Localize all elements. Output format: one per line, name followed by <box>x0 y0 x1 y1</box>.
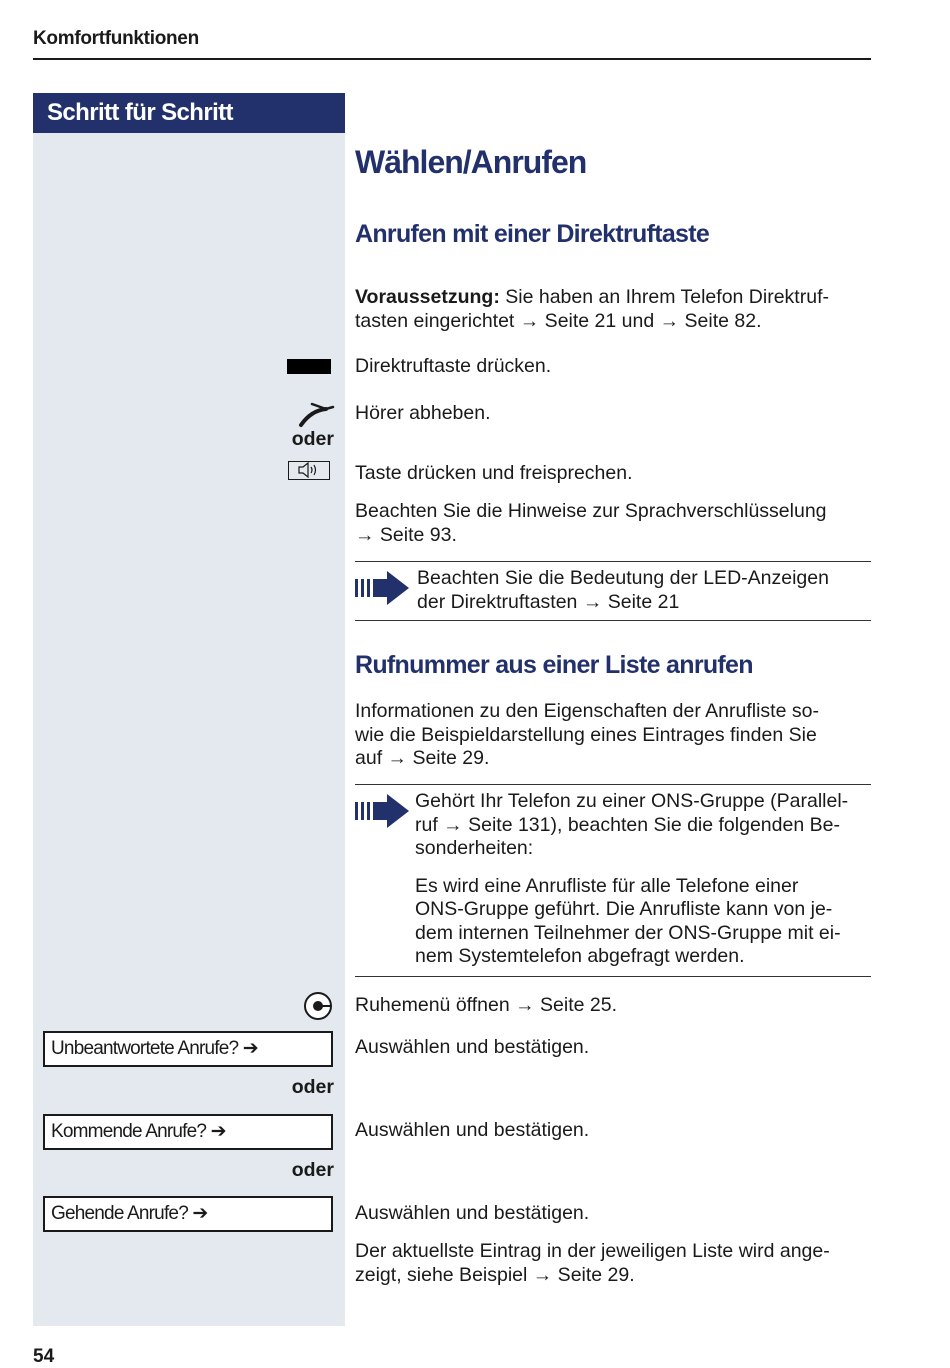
sidebar-title: Schritt für Schritt <box>33 93 345 133</box>
note-rule-bottom-1 <box>355 620 871 621</box>
idle-menu-key-icon <box>303 991 333 1021</box>
note-ons-line-5: ONS-Gruppe geführt. Die Anrufliste kann von je- <box>415 898 833 920</box>
note-led-display <box>417 567 877 614</box>
prerequisite-text <box>355 286 875 333</box>
note-arrow-icon <box>354 570 410 606</box>
note-arrow-icon <box>354 793 410 829</box>
prerequisite-line-2: tasten eingerichtet → Seite 21 und → Seite 82. <box>355 309 762 332</box>
section-heading-list-call: Rufnummer aus einer Liste anrufen <box>355 651 753 679</box>
encryption-hint-line-1: Beachten Sie die Hinweise zur Sprachverschlüsselung <box>355 500 827 522</box>
action-text-3: Auswählen und bestätigen. <box>355 1202 590 1224</box>
prerequisite-line-1: Sie haben an Ihrem Telefon Direktruf- <box>499 286 829 308</box>
note-ons-group <box>415 790 875 969</box>
page-title: Wählen/Anrufen <box>355 144 587 180</box>
note-ons-line-7: nem Systemtelefon abgefragt werden. <box>415 945 745 967</box>
note-ons-line-3: sonderheiten: <box>415 837 534 859</box>
menu-option-outgoing-calls[interactable]: Gehende Anrufe? ➔ <box>43 1196 333 1232</box>
encryption-hint-line-2: → Seite 93. <box>355 523 457 546</box>
header-divider <box>33 58 871 60</box>
menu-option-unanswered-calls[interactable]: Unbeantwortete Anrufe? ➔ <box>43 1031 333 1067</box>
step-lift-handset: Hörer abheben. <box>355 402 491 424</box>
menu-option-incoming-calls[interactable]: Kommende Anrufe? ➔ <box>43 1114 333 1150</box>
note-rule-top-1 <box>355 561 871 562</box>
action-text-2: Auswählen und bestätigen. <box>355 1119 590 1141</box>
action-text-1: Auswählen und bestätigen. <box>355 1036 590 1058</box>
note-led-line-2: der Direktruftasten → Seite 21 <box>417 590 680 613</box>
step-speakerphone: Taste drücken und freisprechen. <box>355 462 633 484</box>
section-heading-direktruf: Anrufen mit einer Direktruftaste <box>355 220 710 248</box>
oder-label-1: oder <box>291 428 334 450</box>
page-number: 54 <box>33 1346 55 1367</box>
final-note-line-2: zeigt, siehe Beispiel → Seite 29. <box>355 1263 635 1286</box>
note-rule-top-2 <box>355 784 871 785</box>
direct-key-icon <box>287 359 331 374</box>
final-note-line-1: Der aktuellste Eintrag in der jeweiligen Liste wird ange- <box>355 1240 830 1262</box>
encryption-hint <box>355 500 875 547</box>
list-intro-line-2: wie die Beispieldarstellung eines Eintrages finden Sie <box>355 723 817 746</box>
list-intro-text <box>355 700 875 771</box>
handset-lift-icon <box>298 401 336 429</box>
final-note <box>355 1240 875 1287</box>
step-open-idle-menu: Ruhemenü öffnen → Seite 25. <box>355 994 617 1016</box>
oder-label-3: oder <box>291 1159 334 1181</box>
note-ons-line-6: dem internen Teilnehmer der ONS-Gruppe mit ei- <box>415 921 841 944</box>
note-led-line-1: Beachten Sie die Bedeutung der LED-Anzeigen <box>417 567 829 589</box>
oder-label-2: oder <box>291 1076 334 1098</box>
step-direct-key: Direktruftaste drücken. <box>355 355 552 377</box>
note-rule-bottom-2 <box>355 976 871 977</box>
list-intro-line-3: auf → Seite 29. <box>355 747 490 769</box>
list-intro-line-1: Informationen zu den Eigenschaften der Anrufliste so- <box>355 700 819 722</box>
prerequisite-label: Voraussetzung: <box>355 286 500 308</box>
speaker-key-icon <box>288 461 330 480</box>
note-ons-line-2: ruf → Seite 131), beachten Sie die folgenden Be- <box>415 813 840 836</box>
note-ons-line-1: Gehört Ihr Telefon zu einer ONS-Gruppe (Parallel- <box>415 790 849 812</box>
page-header-title: Komfortfunktionen <box>33 28 199 49</box>
note-ons-line-4: Es wird eine Anrufliste für alle Telefone einer <box>415 874 799 897</box>
